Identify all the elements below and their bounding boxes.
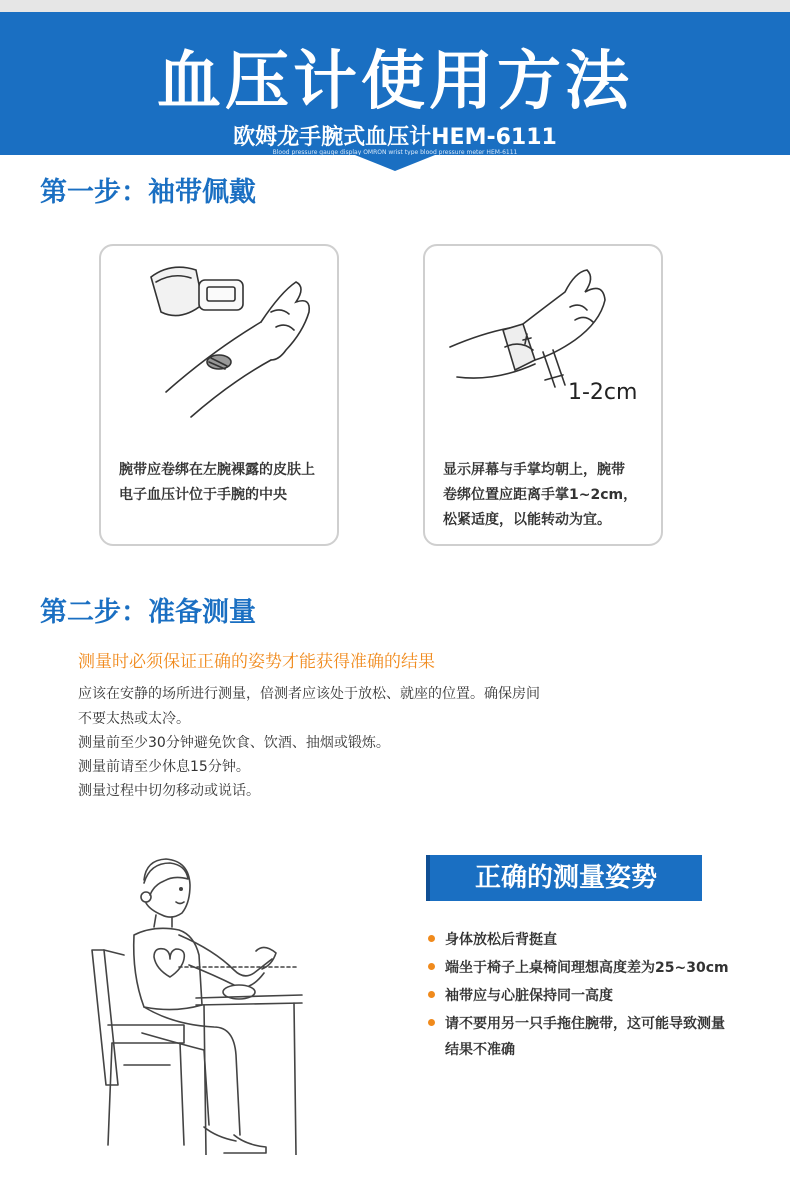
cuff-card-right-text (443, 458, 653, 533)
cuff-card-right-line1: 显示屏幕与手掌均朝上，腕带 (443, 462, 625, 478)
step2-title: 第二步：准备测量 (40, 597, 256, 628)
instruction-line-4: 测量前请至少休息15分钟。 (78, 759, 250, 775)
posture-bullet-3-text: 袖带应与心脏保持同一高度 (445, 988, 613, 1004)
instruction-line-1: 应该在安静的场所进行测量，倍测者应该处于放松、就座的位置。确保房间 (78, 686, 540, 702)
top-strip (0, 0, 790, 12)
bullet-dot-icon (428, 963, 435, 970)
posture-bullet-1-text: 身体放松后背挺直 (445, 932, 557, 948)
posture-bullet-4-text: 请不要用另一只手拖住腕带，这可能导致测量 (445, 1016, 725, 1032)
cuff-card-left-text (119, 458, 329, 508)
page-subtitle-english: Blood pressure gauge display OMRON wrist type blood pressure meter HEM-6111 (272, 149, 518, 156)
wrist-distance-illustration (435, 252, 651, 452)
page-subtitle: 欧姆龙手腕式血压计HEM-6111 (233, 125, 557, 150)
cuff-distance-label: 1-2cm (568, 380, 638, 405)
cuff-card-left-line1: 腕带应卷绑在左腕裸露的皮肤上 (119, 462, 315, 478)
warning-text: 测量时必须保证正确的姿势才能获得准确的结果 (78, 652, 435, 672)
posture-bullet-4 (428, 1013, 725, 1059)
cuff-card-right-line2: 卷绑位置应距离手掌1~2cm， (443, 487, 638, 503)
header-notch (355, 155, 435, 171)
wrist-cuff-illustration (111, 252, 327, 452)
posture-title-box: 正确的测量姿势 (426, 855, 702, 901)
posture-bullet-2 (428, 957, 729, 977)
bullet-dot-icon (428, 935, 435, 942)
seated-person-illustration (84, 855, 314, 1155)
instruction-line-3: 测量前至少30分钟避免饮食、饮酒、抽烟或锻炼。 (78, 735, 390, 751)
cuff-card-right (423, 244, 663, 546)
posture-bullet-3 (428, 985, 613, 1005)
step1-title: 第一步：袖带佩戴 (40, 177, 256, 208)
cuff-card-left-line2: 电子血压计位于手腕的中央 (119, 487, 287, 503)
instruction-line-2: 不要太热或太冷。 (78, 711, 190, 727)
posture-bullet-4-continuation: 结果不准确 (445, 1042, 515, 1058)
posture-bullet-2-text: 端坐于椅子上桌椅间理想高度差为25~30cm (445, 960, 729, 976)
bullet-dot-icon (428, 991, 435, 998)
posture-bullet-1 (428, 929, 557, 949)
page-title: 血压计使用方法 (157, 45, 633, 119)
bullet-dot-icon (428, 1019, 435, 1026)
cuff-card-left (99, 244, 339, 546)
instruction-line-5: 测量过程中切勿移动或说话。 (78, 783, 260, 799)
cuff-card-right-line3: 松紧适度，以能转动为宜。 (443, 512, 611, 528)
header-banner (0, 12, 790, 155)
